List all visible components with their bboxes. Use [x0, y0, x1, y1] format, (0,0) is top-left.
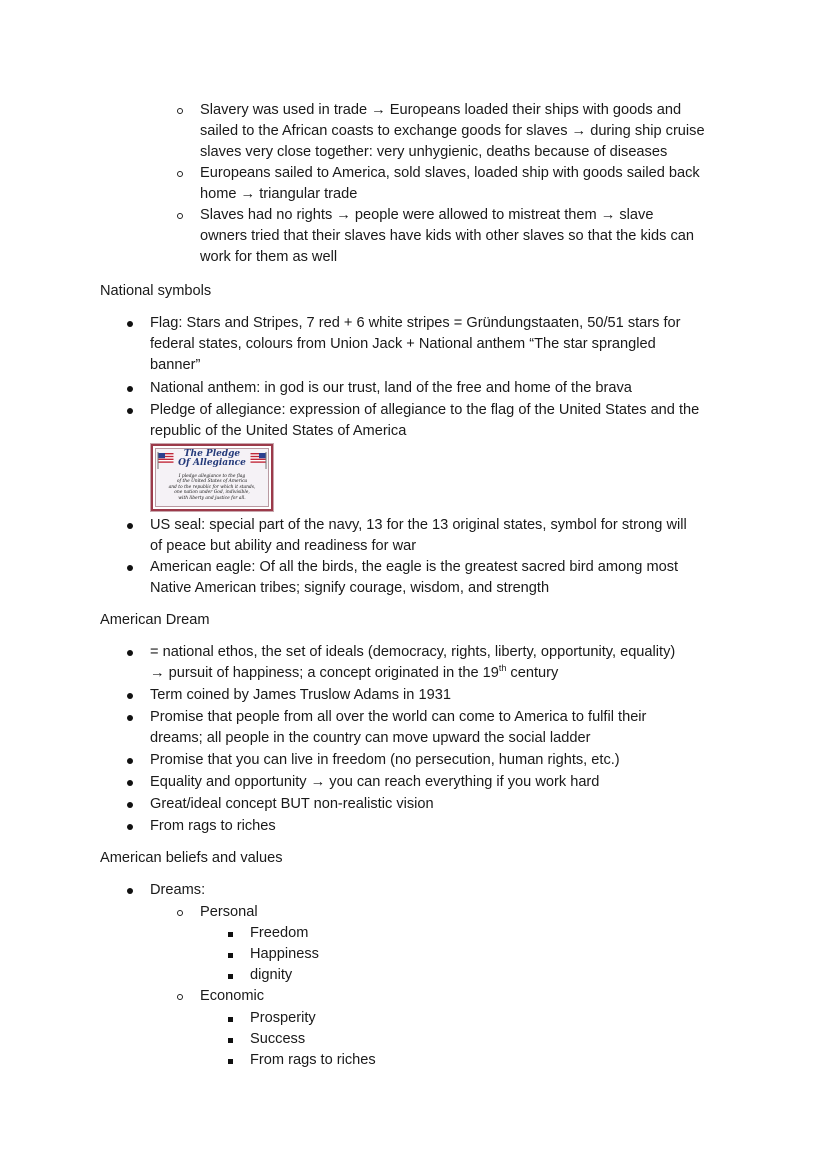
- bullet: [125, 816, 135, 837]
- bullet: [125, 685, 135, 706]
- list-item-line: US seal: special part of the navy, 13 for the 13 original states, symbol for strong will: [150, 517, 687, 533]
- square-bullet: [225, 1008, 235, 1029]
- pledge-text-line: of the United States of America: [176, 479, 248, 485]
- pledge-text: [160, 474, 264, 501]
- list-item-line: banner”: [150, 357, 201, 373]
- list-item-line: work for them as well: [200, 249, 338, 265]
- list-item-line: Pledge of allegiance: expression of allegiance to the flag of the United States and the: [150, 402, 700, 418]
- list-item-line: Equality and opportunity → you can reach everything if you work hard: [150, 774, 600, 790]
- bullet: [125, 880, 135, 901]
- pledge-title-line: The Pledge: [183, 449, 241, 459]
- bullet: [125, 750, 135, 771]
- list-item-line: home → triangular trade: [200, 186, 358, 202]
- list-item-line: From rags to riches: [150, 818, 276, 834]
- list-item-line: National anthem: in god is our trust, land of the free and home of the brava: [150, 380, 632, 396]
- pledge-title-line: Of Allegiance: [178, 458, 246, 468]
- section-heading-beliefs: American beliefs and values: [100, 850, 283, 866]
- list-item-line: dreams; all people in the country can move upward the social ladder: [150, 730, 591, 746]
- list-item-line: sailed to the African coasts to exchange goods for slaves → during ship cruise: [200, 123, 705, 139]
- bullet: [125, 707, 135, 728]
- list-item-line: Europeans sailed to America, sold slaves, loaded ship with goods sailed back: [200, 165, 700, 181]
- square-bullet: [225, 923, 235, 944]
- list-item-line: slaves very close together: very unhygienic, deaths because of diseases: [200, 144, 668, 160]
- list-marker: [175, 205, 185, 226]
- list-item-line: Flag: Stars and Stripes, 7 red + 6 white stripes = Gründungstaaten, 50/51 stars for: [150, 315, 681, 331]
- square-bullet: [225, 944, 235, 965]
- list-item-line: Prosperity: [250, 1010, 316, 1026]
- list-item-line: Success: [250, 1031, 306, 1047]
- list-item-line: Native American tribes; signify courage, wisdom, and strength: [150, 580, 550, 596]
- list-item-line: federal states, colours from Union Jack + National anthem “The star sprangled: [150, 336, 656, 352]
- pledge-text-line: and to the republic for which it stands,: [168, 484, 256, 490]
- list-item-line: Happiness: [250, 946, 319, 962]
- square-bullet: [225, 965, 235, 986]
- pledge-text-line: with liberty and justice for all.: [178, 495, 246, 501]
- list-item-line: of peace but ability and readiness for war: [150, 538, 417, 554]
- list-item-line: Promise that you can live in freedom (no persecution, human rights, etc.): [150, 752, 620, 768]
- bullet: [125, 378, 135, 399]
- square-bullet: [225, 1029, 235, 1050]
- square-bullet: [225, 1050, 235, 1071]
- economic-label: Economic: [200, 988, 265, 1004]
- pledge-text-line: I pledge allegiance to the flag: [178, 474, 246, 479]
- bullet: [125, 313, 135, 334]
- list-item-line: republic of the United States of America: [150, 423, 407, 439]
- list-item-line: Slaves had no rights → people were allowed to mistreat them → slave: [200, 207, 654, 223]
- list-marker: [175, 902, 185, 923]
- pledge-of-allegiance-image: [151, 444, 273, 511]
- list-marker: [175, 100, 185, 121]
- bullet: [125, 400, 135, 421]
- dreams-label: Dreams:: [150, 882, 206, 898]
- list-item-line: Freedom: [250, 925, 309, 941]
- list-item-line: Great/ideal concept BUT non-realistic vision: [150, 796, 434, 812]
- bullet: [125, 515, 135, 536]
- list-item-line: Promise that people from all over the world can come to America to fulfil their: [150, 709, 647, 725]
- section-heading-national-symbols: National symbols: [100, 283, 212, 299]
- bullet: [125, 772, 135, 793]
- list-marker: [175, 163, 185, 184]
- pledge-title: [156, 450, 268, 468]
- list-item-line: American eagle: Of all the birds, the eagle is the greatest sacred bird among most: [150, 559, 679, 575]
- bullet: [125, 794, 135, 815]
- list-marker: [175, 986, 185, 1007]
- pledge-text-line: one nation under God, indivisible,: [174, 490, 250, 496]
- bullet: [125, 557, 135, 578]
- list-item-line: dignity: [250, 967, 293, 983]
- list-item-line: Slavery was used in trade → Europeans loaded their ships with goods and: [200, 102, 682, 118]
- list-item-line: → pursuit of happiness; a concept originated in the 19th century: [150, 663, 559, 681]
- list-item-line: From rags to riches: [250, 1052, 376, 1068]
- personal-label: Personal: [200, 904, 258, 920]
- section-heading-american-dream: American Dream: [100, 612, 210, 628]
- list-item-line: = national ethos, the set of ideals (democracy, rights, liberty, opportunity, equality): [150, 644, 676, 660]
- list-item-line: Term coined by James Truslow Adams in 1931: [150, 687, 451, 703]
- bullet: [125, 642, 135, 663]
- list-item-line: owners tried that their slaves have kids with other slaves so that the kids can: [200, 228, 694, 244]
